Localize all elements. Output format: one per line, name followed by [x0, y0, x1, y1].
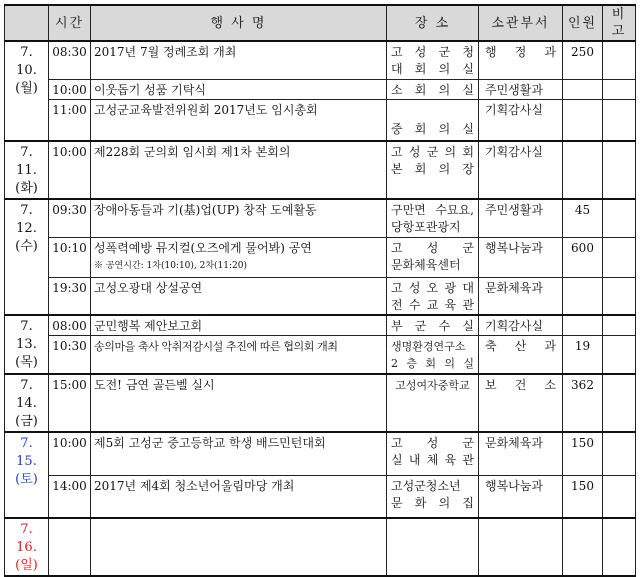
count-cell [563, 518, 603, 576]
place-cell: 고 성 오 광 대 전 수 교 육 관 [387, 277, 479, 315]
remark-cell [603, 99, 636, 141]
table-row [5, 277, 636, 315]
dept-cell: 기획감사실 [479, 141, 563, 199]
count-cell [563, 141, 603, 199]
remark-cell [603, 237, 636, 277]
event-name-cell: 도전! 금연 골든벨 실시 [91, 374, 387, 432]
dept-cell: 보 건 소 [479, 374, 563, 432]
place-cell: 고성여자중학교 [387, 374, 479, 432]
table-row [5, 374, 636, 432]
date-cell: 7. 14. (금) [5, 374, 49, 432]
event-name-cell: 제5회 고성군 중고등학교 학생 배드민턴대회 [91, 432, 387, 476]
header-dept: 소관부서 [479, 5, 563, 41]
dept-cell: 축 산 과 [479, 336, 563, 374]
remark-cell [603, 374, 636, 432]
table-row [5, 41, 636, 79]
dept-cell: 행복나눔과 [479, 237, 563, 277]
remark-cell [603, 518, 636, 576]
place-cell: 중 회 의 실 [387, 99, 479, 141]
remark-cell [603, 79, 636, 99]
count-cell [563, 277, 603, 315]
event-name-cell: 고성오광대 상설공연 [91, 277, 387, 315]
date-cell: 7. 12. (수) [5, 199, 49, 315]
table-row [5, 199, 636, 237]
header-event: 행 사 명 [91, 5, 387, 41]
header-place: 장 소 [387, 5, 479, 41]
event-name: 성폭력예방 뮤지컬(오즈에게 물어봐) 공연 [94, 240, 312, 255]
place-cell: 고 성 군 문화체육센터 [387, 237, 479, 277]
header-count: 인원 [563, 5, 603, 41]
time-cell: 10:30 [49, 336, 91, 374]
count-cell: 150 [563, 432, 603, 476]
place-cell [387, 518, 479, 576]
table-row [5, 99, 636, 141]
count-cell: 150 [563, 476, 603, 518]
schedule-body [5, 41, 636, 576]
place-cell: 부 군 수 실 [387, 315, 479, 336]
place-cell: 고 성 군 실 내 체 육 관 [387, 432, 479, 476]
count-cell: 250 [563, 41, 603, 79]
count-cell [563, 99, 603, 141]
dept-cell: 행복나눔과 [479, 476, 563, 518]
event-name-cell: 고성군교육발전위원회 2017년도 임시총회 [91, 99, 387, 141]
remark-cell [603, 41, 636, 79]
time-cell [49, 518, 91, 576]
time-cell: 10:00 [49, 79, 91, 99]
place-cell: 고 성 군 의 회 본 회 의 장 [387, 141, 479, 199]
event-note: ※ 공연시간: 1차(10:10), 2차(11:20) [94, 260, 248, 271]
count-cell: 362 [563, 374, 603, 432]
time-cell: 10:10 [49, 237, 91, 277]
count-cell: 19 [563, 336, 603, 374]
event-name-cell: 장애아동들과 기(基)업(UP) 창작 도예활동 [91, 199, 387, 237]
header-date [5, 5, 49, 41]
place-cell: 구만면 수묘요, 당항포관광지 [387, 199, 479, 237]
time-cell: 11:00 [49, 99, 91, 141]
event-name-cell: 군민행복 제안보고회 [91, 315, 387, 336]
table-row [5, 141, 636, 199]
date-cell: 7. 16. (일) [5, 518, 49, 576]
dept-cell [479, 518, 563, 576]
header-remark: 비고 [603, 5, 636, 41]
date-cell: 7. 15. (토) [5, 432, 49, 518]
event-name-cell: 2017년 7월 정례조회 개최 [91, 41, 387, 79]
place-cell: 고 성 군 청 대 회 의 실 [387, 41, 479, 79]
time-cell: 19:30 [49, 277, 91, 315]
remark-cell [603, 277, 636, 315]
remark-cell [603, 336, 636, 374]
time-cell: 08:00 [49, 315, 91, 336]
date-cell: 7. 10. (월) [5, 41, 49, 141]
dept-cell: 주민생활과 [479, 79, 563, 99]
table-row [5, 79, 636, 99]
table-row [5, 315, 636, 336]
time-cell: 10:00 [49, 141, 91, 199]
event-name-cell [91, 237, 387, 277]
dept-cell: 행 정 과 [479, 41, 563, 79]
schedule-table-wrapper [4, 4, 636, 577]
event-name-cell: 이웃돕기 성품 기탁식 [91, 79, 387, 99]
table-row [5, 432, 636, 476]
dept-cell: 주민생활과 [479, 199, 563, 237]
place-cell: 고성군청소년 문 화 의 집 [387, 476, 479, 518]
date-cell: 7. 13. (목) [5, 315, 49, 374]
table-row [5, 518, 636, 576]
time-cell: 09:30 [49, 199, 91, 237]
weekly-schedule-table [4, 4, 636, 577]
remark-cell [603, 432, 636, 476]
remark-cell [603, 476, 636, 518]
table-row [5, 336, 636, 374]
place-cell: 생명환경연구소 2 층 회 의 실 [387, 336, 479, 374]
header-time: 시간 [49, 5, 91, 41]
count-cell: 45 [563, 199, 603, 237]
date-cell: 7. 11. (화) [5, 141, 49, 199]
time-cell: 10:00 [49, 432, 91, 476]
count-cell [563, 315, 603, 336]
place-cell: 소 회 의 실 [387, 79, 479, 99]
remark-cell [603, 141, 636, 199]
dept-cell: 기획감사실 [479, 315, 563, 336]
dept-cell: 문화체육과 [479, 432, 563, 476]
count-cell: 600 [563, 237, 603, 277]
table-header-row [5, 5, 636, 41]
remark-cell [603, 199, 636, 237]
remark-cell [603, 315, 636, 336]
time-cell: 08:30 [49, 41, 91, 79]
event-name-cell: 제228회 군의회 임시회 제1차 본회의 [91, 141, 387, 199]
time-cell: 14:00 [49, 476, 91, 518]
event-name-cell: 송의마을 축사 악취저감시설 추진에 따른 협의회 개최 [91, 336, 387, 374]
dept-cell: 기획감사실 [479, 99, 563, 141]
event-name-cell: 2017년 제4회 청소년어울림마당 개최 [91, 476, 387, 518]
table-row [5, 476, 636, 518]
dept-cell: 문화체육과 [479, 277, 563, 315]
table-row [5, 237, 636, 277]
time-cell: 15:00 [49, 374, 91, 432]
count-cell [563, 79, 603, 99]
event-name-cell [91, 518, 387, 576]
